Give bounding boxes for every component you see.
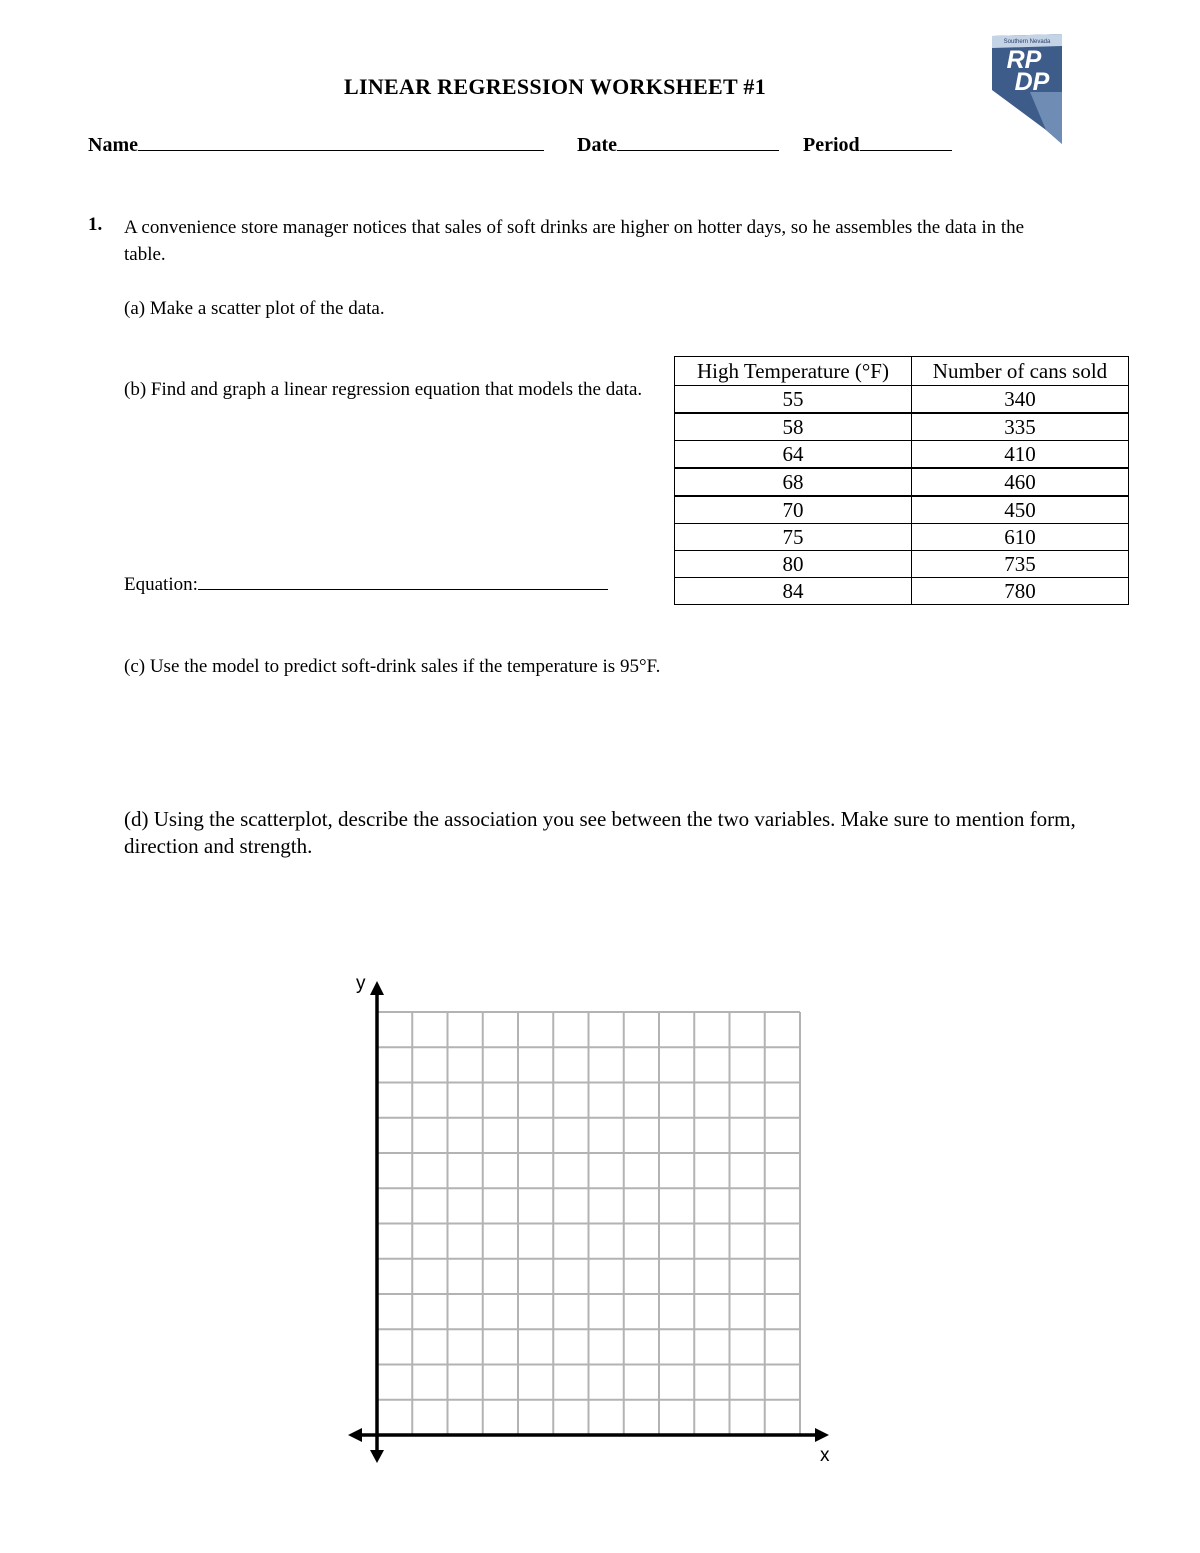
y-axis-down-arrow bbox=[370, 1450, 384, 1463]
blank-coordinate-grid[interactable] bbox=[340, 965, 840, 1470]
temperature-cell: 58 bbox=[675, 413, 912, 441]
cans-cell: 410 bbox=[912, 441, 1129, 469]
part-b-text: (b) Find and graph a linear regression equation that models the data. bbox=[124, 379, 643, 400]
equation-blank[interactable] bbox=[198, 571, 608, 590]
part-d-text: (d) Using the scatterplot, describe the association you see between the two variables. Make sure to mention form, direction and strength. bbox=[124, 807, 1076, 858]
part-c-text: (c) Use the model to predict soft-drink sales if the temperature is 95°F. bbox=[124, 656, 661, 677]
table-row bbox=[675, 496, 1129, 524]
temperature-cell: 80 bbox=[675, 551, 912, 578]
date-label: Date bbox=[577, 134, 617, 156]
x-axis-label: x bbox=[820, 1445, 830, 1466]
y-axis-up-arrow bbox=[370, 981, 384, 995]
temperature-cell: 64 bbox=[675, 441, 912, 469]
table-row bbox=[675, 524, 1129, 551]
temperature-cell: 75 bbox=[675, 524, 912, 551]
period-blank[interactable] bbox=[860, 132, 952, 151]
logo-text-rp: RP bbox=[1006, 46, 1042, 74]
table-header-row bbox=[675, 357, 1129, 386]
period-label: Period bbox=[803, 134, 860, 156]
cans-cell: 450 bbox=[912, 496, 1129, 524]
cans-cell: 460 bbox=[912, 468, 1129, 496]
table-row bbox=[675, 441, 1129, 469]
header-cans-sold: Number of cans sold bbox=[912, 357, 1129, 386]
cans-cell: 735 bbox=[912, 551, 1129, 578]
table-row bbox=[675, 386, 1129, 414]
x-axis-right-arrow bbox=[815, 1428, 829, 1442]
name-label: Name bbox=[88, 134, 138, 156]
question-number: 1. bbox=[88, 214, 103, 235]
name-field[interactable] bbox=[88, 132, 544, 157]
cans-cell: 610 bbox=[912, 524, 1129, 551]
temperature-cell: 84 bbox=[675, 578, 912, 605]
y-axis-label: y bbox=[356, 973, 366, 994]
date-field[interactable] bbox=[577, 132, 779, 157]
logo-tagline: Southern Nevada bbox=[1003, 39, 1051, 45]
data-table bbox=[674, 356, 1129, 605]
equation-label: Equation: bbox=[124, 574, 198, 595]
cans-cell: 340 bbox=[912, 386, 1129, 414]
temperature-cell: 55 bbox=[675, 386, 912, 414]
temperature-cell: 70 bbox=[675, 496, 912, 524]
question-stem: A convenience store manager notices that sales of soft drinks are higher on hotter days, so he assembles the data in the table. bbox=[124, 217, 1025, 265]
period-field[interactable] bbox=[803, 132, 952, 157]
table-row bbox=[675, 413, 1129, 441]
temperature-cell: 68 bbox=[675, 468, 912, 496]
table-row bbox=[675, 551, 1129, 578]
cans-cell: 335 bbox=[912, 413, 1129, 441]
name-blank[interactable] bbox=[138, 132, 544, 151]
grid-lines bbox=[377, 1012, 800, 1435]
x-axis-left-arrow bbox=[348, 1428, 362, 1442]
rpdp-logo bbox=[990, 32, 1066, 148]
page-title: LINEAR REGRESSION WORKSHEET #1 bbox=[343, 74, 767, 99]
part-a-text: (a) Make a scatter plot of the data. bbox=[124, 298, 385, 319]
cans-cell: 780 bbox=[912, 578, 1129, 605]
equation-field[interactable] bbox=[124, 571, 608, 598]
table-row bbox=[675, 578, 1129, 605]
header-temperature: High Temperature (°F) bbox=[675, 357, 912, 386]
logo-text-dp: DP bbox=[1014, 68, 1050, 96]
date-blank[interactable] bbox=[617, 132, 779, 151]
table-row bbox=[675, 468, 1129, 496]
